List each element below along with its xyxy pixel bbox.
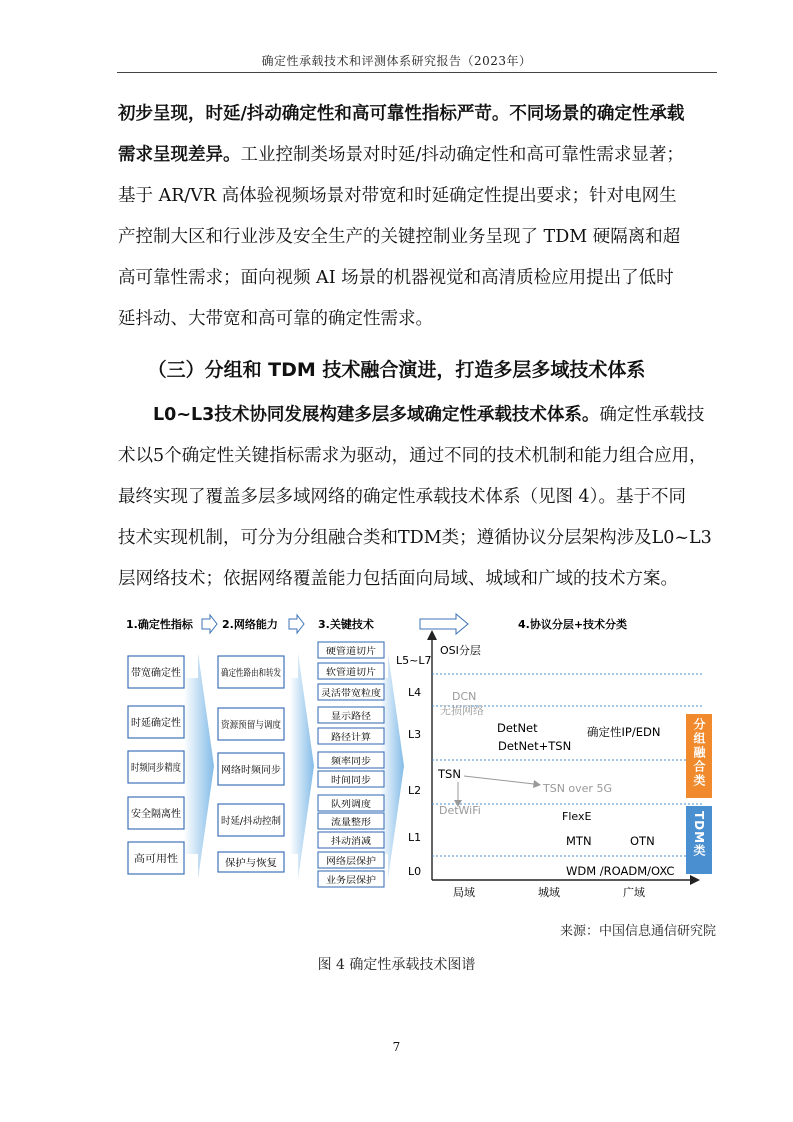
capability-label: 确定性路由和转发	[221, 668, 298, 679]
technology-label: 业务层保护	[326, 876, 372, 886]
text-run: 确定性承载技	[599, 405, 705, 425]
tech-deterministic-ip: 确定性IP/EDN	[587, 725, 661, 739]
page-header: 确定性承载技术和评测体系研究报告（2023年）	[261, 54, 532, 68]
text-line: 术以5个确定性关键指标需求为驱动，通过不同的技术机制和能力组合应用，	[118, 446, 707, 466]
capability-label: 保护与恢复	[225, 858, 273, 869]
header-rule	[117, 72, 717, 73]
text-line: 延抖动、大带宽和高可靠的确定性需求。	[118, 309, 433, 329]
text-line	[118, 135, 718, 176]
technology-label: 软管道切片	[326, 668, 372, 678]
text-line	[118, 395, 718, 436]
technology-map-figure	[118, 608, 718, 908]
osi-label: OSI分层	[440, 644, 481, 657]
layer-label: L0	[408, 865, 422, 878]
indicator-label: 安全隔离性	[131, 809, 181, 820]
x-axis-arrow-icon	[690, 875, 700, 885]
text-line: 最终实现了覆盖多层多域网络的确定性承载技术体系（见图 4）。基于不同	[118, 487, 686, 507]
technology-label: 流量整形	[331, 818, 368, 828]
tech-flexe: FlexE	[562, 810, 592, 823]
indicator-column	[128, 656, 191, 874]
technology-label: 灵活带宽粒度	[321, 689, 376, 699]
text-line: 层网络技术；依据网络覆盖能力包括面向局域、城域和广域的技术方案。	[118, 569, 678, 589]
text-line: 技术实现机制，可分为分组融合类和TDM类；遵循协议分层架构涉及L0~L3	[118, 528, 712, 548]
tech-otn: OTN	[630, 834, 655, 848]
technology-label: 路径计算	[331, 733, 368, 743]
flow-arrow	[184, 653, 214, 879]
text-line: 基于 AR/VR 高体验视频场景对带宽和时延确定性提出要求；针对电网生	[118, 186, 677, 206]
tech-tsn: TSN	[438, 767, 461, 781]
step-label-1: 1.确定性指标	[126, 618, 193, 631]
tech-tsn-over-5g: TSN over 5G	[543, 782, 612, 795]
tech-lossless-network: 无损网络	[440, 704, 484, 717]
text-line: 产控制大区和行业涉及安全生产的关键控制业务呈现了 TDM 硬隔离和超	[118, 227, 681, 247]
layer-label: L5~L7	[396, 654, 432, 667]
layer-label: L4	[408, 686, 422, 699]
domain-label: 广域	[623, 886, 645, 899]
packet-class-label: 分组融合类	[692, 718, 706, 788]
technology-label: 硬管道切片	[326, 647, 372, 657]
technology-label: 抖动消减	[331, 837, 368, 847]
paragraph-2	[118, 395, 718, 600]
indicator-label: 时频同步精度	[131, 763, 191, 774]
tech-detnet: DetNet	[497, 721, 538, 735]
step-arrow-icon	[202, 615, 217, 633]
tdm-class-label: TDM类	[692, 811, 706, 858]
tech-detnet-tsn: DetNet+TSN	[498, 739, 572, 753]
text-line: 初步呈现，时延/抖动确定性和高可靠性指标严苛。不同场景的确定性承载	[118, 104, 685, 124]
page-number: 7	[392, 1040, 401, 1054]
paragraph-1	[118, 94, 718, 340]
tsn-5g-arrow	[464, 776, 534, 784]
section-title: （三）分组和 TDM 技术融合演进，打造多层多域技术体系	[147, 359, 646, 381]
capability-label: 时延/抖动控制	[221, 816, 282, 827]
step-label-4: 4.协议分层+技术分类	[518, 618, 628, 631]
capability-column	[218, 656, 298, 872]
flow-arrow	[290, 653, 314, 879]
step-label-2: 2.网络能力	[222, 618, 278, 631]
tech-mtn: MTN	[566, 834, 592, 848]
domain-label: 城域	[538, 886, 560, 899]
capability-label: 网络时频同步	[221, 765, 279, 776]
technology-label: 频率同步	[331, 757, 368, 767]
layer-label: L2	[408, 784, 422, 797]
domain-label: 局域	[453, 886, 475, 899]
technology-label: 队列调度	[331, 800, 368, 810]
capability-label: 资源预留与调度	[221, 720, 288, 731]
indicator-label: 高可用性	[134, 854, 174, 865]
indicator-label: 带宽确定性	[131, 668, 181, 679]
step-arrow-icon	[420, 614, 468, 634]
layer-label: L1	[408, 831, 422, 844]
technology-label: 时间同步	[331, 776, 368, 786]
tsn-5g-arrow-icon	[533, 780, 541, 788]
step-arrow-icon	[289, 615, 304, 633]
tech-dcn: DCN	[452, 690, 477, 703]
technology-label: 网络层保护	[326, 857, 372, 867]
text-emphasis: 需求呈现差异。	[118, 145, 241, 165]
indicator-label: 时延确定性	[131, 718, 181, 729]
y-axis-arrow-icon	[427, 630, 437, 640]
technology-column	[318, 642, 384, 887]
layer-diagram	[396, 630, 712, 899]
layer-label: L3	[408, 728, 422, 741]
figure-caption: 图 4 确定性承载技术图谱	[317, 957, 476, 973]
technology-label: 显示路径	[331, 712, 368, 722]
text-line: 高可靠性需求；面向视频 AI 场景的机器视觉和高清质检应用提出了低时	[118, 268, 674, 288]
text-emphasis: L0~L3技术协同发展构建多层多域确定性承载技术体系。	[153, 405, 600, 425]
step-label-3: 3.关键技术	[318, 618, 374, 631]
text-run: 工业控制类场景对时延/抖动确定性和高可靠性需求显著；	[240, 145, 684, 165]
figure-source: 来源：中国信息通信研究院	[559, 924, 716, 939]
tech-wdm: WDM /ROADM/OXC	[566, 864, 675, 878]
tech-detwifi: DetWiFi	[439, 804, 481, 817]
